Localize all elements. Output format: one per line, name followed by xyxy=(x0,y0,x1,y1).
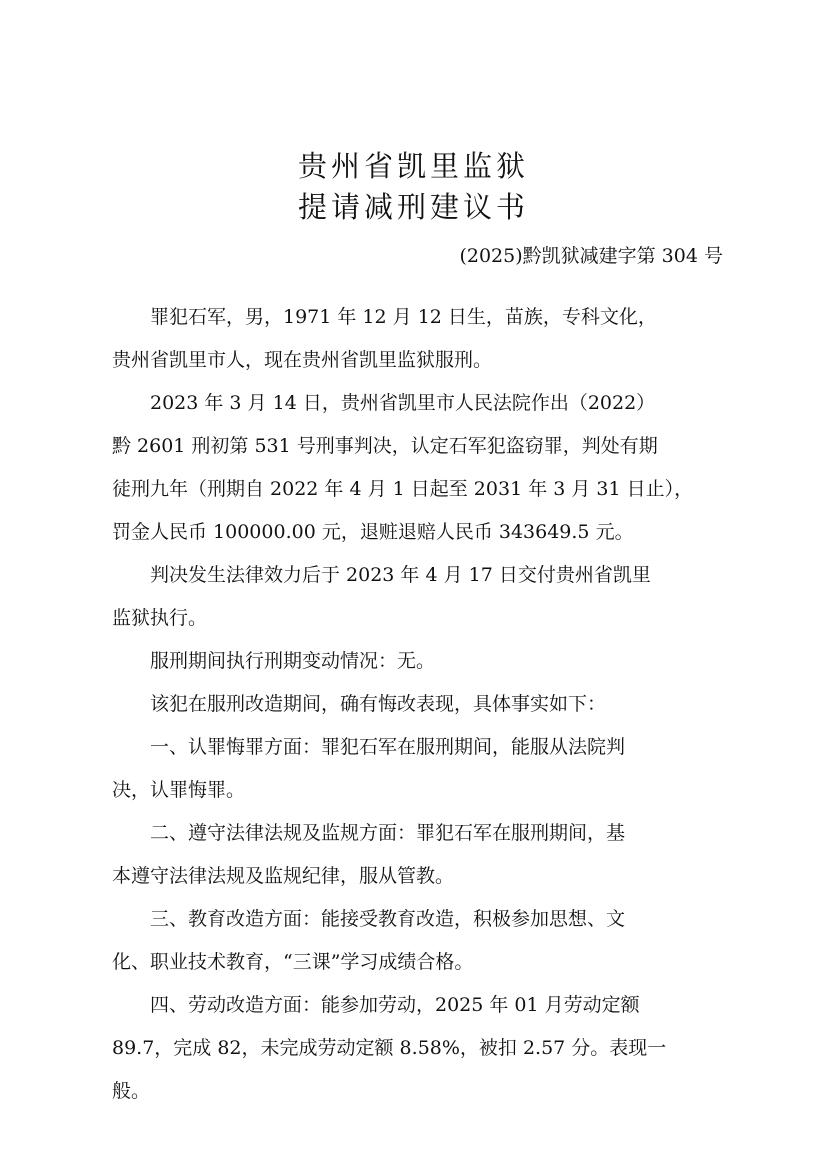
paragraph-repentance-intro xyxy=(112,683,722,726)
paragraph-line: 化、职业技术教育，“三课”学习成绩合格。 xyxy=(112,951,474,973)
paragraph-line: 本遵守法律法规及监规纪律，服从管教。 xyxy=(112,865,455,887)
document-title-line2: 提请减刑建议书 xyxy=(297,190,529,224)
paragraph-line: 监狱执行。 xyxy=(112,607,208,629)
paragraph-admission xyxy=(112,726,722,812)
paragraph-sentence-changes xyxy=(112,640,722,683)
document-title-line1: 贵州省凯里监狱 xyxy=(297,149,529,183)
paragraph-line: 判决发生法律效力后于 2023 年 4 月 17 日交付贵州省凯里 xyxy=(150,564,651,586)
paragraph-line: 2023 年 3 月 14 日，贵州省凯里市人民法院作出（2022） xyxy=(150,392,656,414)
paragraph-line: 黔 2601 刑初第 531 号刑事判决，认定石军犯盗窃罪，判处有期 xyxy=(112,435,658,457)
paragraph-compliance xyxy=(112,812,722,898)
paragraph-line: 三、教育改造方面：能接受教育改造，积极参加思想、文 xyxy=(150,908,626,930)
paragraph-line: 该犯在服刑改造期间，确有悔改表现，具体事实如下： xyxy=(150,693,607,715)
paragraph-line: 四、劳动改造方面：能参加劳动，2025 年 01 月劳动定额 xyxy=(150,994,640,1016)
paragraph-line: 89.7，完成 82，未完成劳动定额 8.58%，被扣 2.57 分。表现一 xyxy=(112,1037,667,1059)
paragraph-line: 一、认罪悔罪方面：罪犯石军在服刑期间，能服从法院判 xyxy=(150,736,626,758)
paragraph-execution xyxy=(112,554,722,640)
paragraph-line: 贵州省凯里市人，现在贵州省凯里监狱服刑。 xyxy=(112,349,493,371)
paragraph-line: 罚金人民币 100000.00 元，退赃退赔人民币 343649.5 元。 xyxy=(112,521,634,543)
paragraph-judgment xyxy=(112,382,722,554)
paragraph-line: 徒刑九年（刑期自 2022 年 4 月 1 日起至 2031 年 3 月 31 日止）， xyxy=(112,478,694,500)
document-number: (2025)黔凯狱减建字第 304 号 xyxy=(459,245,723,267)
paragraph-line: 般。 xyxy=(112,1080,151,1102)
paragraph-personal-info xyxy=(112,296,722,382)
paragraph-line: 罪犯石军，男，1971 年 12 月 12 日生，苗族，专科文化， xyxy=(150,306,657,328)
paragraph-line: 服刑期间执行刑期变动情况：无。 xyxy=(150,650,436,672)
paragraph-labor xyxy=(112,984,722,1113)
paragraph-line: 二、遵守法律法规及监规方面：罪犯石军在服刑期间，基 xyxy=(150,822,626,844)
paragraph-line: 决，认罪悔罪。 xyxy=(112,779,246,801)
paragraph-education xyxy=(112,898,722,984)
